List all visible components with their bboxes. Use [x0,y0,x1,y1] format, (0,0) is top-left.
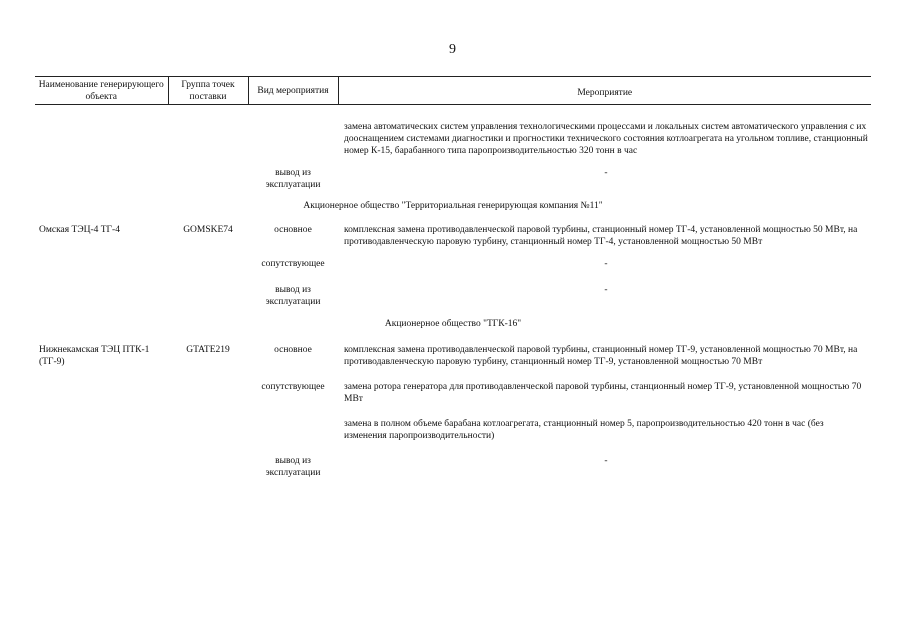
measure-cell: замена автоматических систем управления технологическими процессами и локальных систем автоматического управления с их дооснащением системами диагностики и прогностики технического состояния котлоагрегата на угольном топливе, станционный номер К-15, барабанного типа паропроизводительностью 320 тонн в час [344,122,868,156]
table-row [35,330,871,368]
measure-type-cell: вывод из эксплуатации [265,168,321,190]
measure-type-cell: основное [274,345,312,355]
object-name-cell: Омская ТЭЦ-4 ТГ-4 [39,225,120,235]
table-row [35,157,871,191]
header-object-name: Наименование генерирующего объекта [35,77,168,105]
measure-cell: - [604,168,608,178]
measure-type-cell: основное [274,225,312,235]
table-row [35,405,871,442]
table-row [35,248,871,270]
measure-cell: комплексная замена противодавленческой паровой турбины, станционный номер ТГ-4, установленной мощностью 50 МВт, на противодавленческую паровую турбину, станционный номер ТГ-4, установленной мощностью 50 МВт [344,225,858,247]
measure-cell: комплексная замена противодавленческой паровой турбины, станционный номер ТГ-9, установленной мощностью 70 МВт, на противодавленческую паровую турбину, станционный номер ТГ-9, установленной мощностью 70 МВт [344,345,858,367]
table-row [35,105,871,158]
delivery-group-cell: GOMSKE74 [183,225,233,235]
table-row [35,442,871,479]
measure-cell: замена в полном объеме барабана котлоагрегата, станционный номер 5, паропроизводительностью 420 тонн в час (без изменения паропроизводительности) [344,419,824,441]
measure-cell: замена ротора генератора для противодавленческой паровой турбины, станционный номер ТГ-9, установленной мощностью 70 МВт [344,382,862,404]
measure-cell: - [604,259,608,269]
table-header [35,77,871,105]
measure-type-cell: вывод из эксплуатации [265,285,321,307]
delivery-group-cell: GTATE219 [186,345,230,355]
measure-type-cell: сопутствующее [261,259,325,269]
measure-type-cell: сопутствующее [261,382,325,392]
table-row [35,270,871,308]
company-name: Акционерное общество "Территориальная генерирующая компания №11" [303,201,603,211]
table-body [35,105,871,480]
measure-cell: - [604,285,608,295]
page-number: 9 [449,42,456,57]
company-row [35,308,871,330]
object-name-cell: Нижнекамская ТЭЦ ПТК-1 (ТГ-9) [39,345,150,367]
company-name: Акционерное общество "ТГК-16" [384,319,522,329]
header-measure: Мероприятие [338,77,871,105]
header-measure-type: Вид мероприятия [248,77,338,105]
header-delivery-group: Группа точек поставки [168,77,248,105]
table-row [35,368,871,405]
investment-program-table [35,76,871,479]
measure-type-cell: вывод из эксплуатации [265,456,321,478]
table-row [35,212,871,248]
measure-cell: - [604,456,608,466]
company-row [35,191,871,212]
